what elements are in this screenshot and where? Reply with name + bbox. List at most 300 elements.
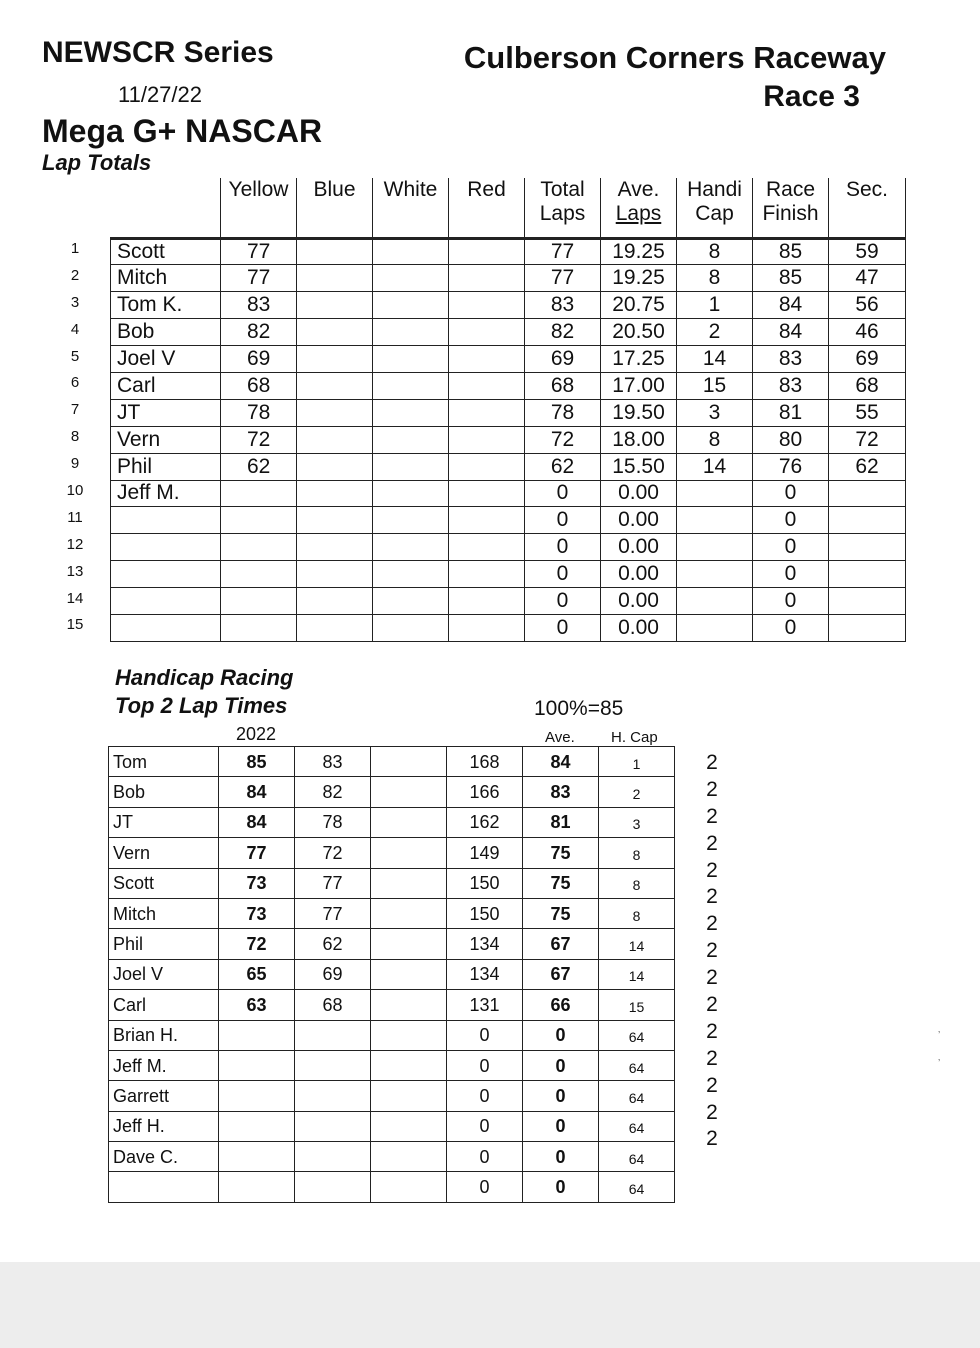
sec-cell: 59 xyxy=(829,238,906,265)
best-lap-cell xyxy=(219,1081,295,1111)
row-number: 10 xyxy=(66,482,84,500)
driver-name-cell: Phil xyxy=(111,453,221,480)
handicap-cell: 14 xyxy=(677,453,753,480)
handicap-cell: 2 xyxy=(677,319,753,346)
table-row xyxy=(109,898,675,928)
average-cell: 0 xyxy=(523,1081,599,1111)
count-value: 2 xyxy=(706,1019,718,1043)
race-finish-cell: 0 xyxy=(753,588,829,615)
table-row xyxy=(111,292,906,319)
yellow-laps-cell: 82 xyxy=(221,319,297,346)
red-laps-cell xyxy=(449,534,525,561)
total-cell: 0 xyxy=(447,1050,523,1080)
yellow-laps-cell: 77 xyxy=(221,265,297,292)
table-row xyxy=(111,346,906,373)
driver-name-cell: Jeff M. xyxy=(111,480,221,507)
blank-cell xyxy=(371,777,447,807)
handicap-cell: 8 xyxy=(677,426,753,453)
best-lap-cell: 73 xyxy=(219,898,295,928)
race-finish-cell: 84 xyxy=(753,292,829,319)
handicap-cell: 2 xyxy=(599,777,675,807)
table-row xyxy=(111,319,906,346)
second-lap-cell: 77 xyxy=(295,868,371,898)
sec-cell: 69 xyxy=(829,346,906,373)
handicap-cell: 14 xyxy=(677,346,753,373)
average-cell: 75 xyxy=(523,868,599,898)
driver-name-cell xyxy=(111,614,221,641)
total-cell: 166 xyxy=(447,777,523,807)
driver-name-cell: Bob xyxy=(111,319,221,346)
total-laps-cell: 68 xyxy=(525,372,601,399)
handicap-cell: 15 xyxy=(599,990,675,1020)
ave-laps-cell: 15.50 xyxy=(601,453,677,480)
table-row xyxy=(111,480,906,507)
race-finish-cell: 83 xyxy=(753,346,829,373)
ave-label: Ave. xyxy=(545,729,575,746)
red-laps-cell xyxy=(449,238,525,265)
red-header: Red xyxy=(449,178,525,238)
sec-cell xyxy=(829,588,906,615)
best-lap-cell xyxy=(219,1050,295,1080)
second-lap-cell xyxy=(295,1050,371,1080)
second-lap-cell: 69 xyxy=(295,959,371,989)
total-cell: 168 xyxy=(447,747,523,777)
ave-laps-cell: 0.00 xyxy=(601,614,677,641)
total-cell: 150 xyxy=(447,898,523,928)
race-finish-cell: 83 xyxy=(753,372,829,399)
handicap-cell xyxy=(677,507,753,534)
red-laps-cell xyxy=(449,561,525,588)
driver-name-cell: Vern xyxy=(109,838,219,868)
best-lap-cell: 77 xyxy=(219,838,295,868)
total-laps-cell: 0 xyxy=(525,480,601,507)
sec-cell xyxy=(829,507,906,534)
total-laps-cell: 77 xyxy=(525,238,601,265)
total-header-line1: Total xyxy=(540,178,585,201)
row-number: 11 xyxy=(67,508,83,526)
second-lap-cell xyxy=(295,1081,371,1111)
table-row xyxy=(111,561,906,588)
blank-cell xyxy=(371,898,447,928)
total-cell: 0 xyxy=(447,1111,523,1141)
driver-name-cell: Joel V xyxy=(111,346,221,373)
white-laps-cell xyxy=(373,238,449,265)
average-cell: 66 xyxy=(523,990,599,1020)
driver-name-cell: Phil xyxy=(109,929,219,959)
race-finish-cell: 84 xyxy=(753,319,829,346)
white-laps-cell xyxy=(373,399,449,426)
count-value: 2 xyxy=(706,777,718,801)
sec-cell xyxy=(829,480,906,507)
top-two-lap-times-title: Top 2 Lap Times xyxy=(115,693,288,718)
total-laps-cell: 78 xyxy=(525,399,601,426)
handicap-cell: 64 xyxy=(599,1142,675,1172)
blue-laps-cell xyxy=(297,614,373,641)
driver-name-cell: Jeff H. xyxy=(109,1111,219,1141)
count-value: 2 xyxy=(706,993,718,1017)
handicap-header xyxy=(677,178,753,238)
count-value: 2 xyxy=(706,831,718,855)
ave-laps-cell: 0.00 xyxy=(601,480,677,507)
total-laps-cell: 69 xyxy=(525,346,601,373)
red-laps-cell xyxy=(449,588,525,615)
blue-laps-cell xyxy=(297,453,373,480)
table-row xyxy=(111,507,906,534)
driver-name-cell: Garrett xyxy=(109,1081,219,1111)
yellow-laps-cell: 72 xyxy=(221,426,297,453)
white-laps-cell xyxy=(373,453,449,480)
race-finish-cell: 0 xyxy=(753,480,829,507)
sec-cell xyxy=(829,614,906,641)
best-lap-cell: 65 xyxy=(219,959,295,989)
red-laps-cell xyxy=(449,265,525,292)
red-laps-cell xyxy=(449,453,525,480)
average-cell: 0 xyxy=(523,1142,599,1172)
sec-cell: 47 xyxy=(829,265,906,292)
total-laps-cell: 0 xyxy=(525,614,601,641)
second-lap-cell: 82 xyxy=(295,777,371,807)
blue-laps-cell xyxy=(297,561,373,588)
blank-cell xyxy=(371,1111,447,1141)
row-number: 4 xyxy=(70,320,80,338)
best-lap-cell: 63 xyxy=(219,990,295,1020)
row-number: 12 xyxy=(66,535,84,553)
yellow-laps-cell: 83 xyxy=(221,292,297,319)
best-lap-cell xyxy=(219,1172,295,1202)
sec-cell: 56 xyxy=(829,292,906,319)
handicap-cell: 8 xyxy=(677,238,753,265)
driver-name-cell: Carl xyxy=(111,372,221,399)
driver-name-cell xyxy=(111,507,221,534)
white-laps-cell xyxy=(373,480,449,507)
table-row xyxy=(109,1172,675,1202)
yellow-laps-cell xyxy=(221,614,297,641)
blue-laps-cell xyxy=(297,534,373,561)
table-row xyxy=(109,929,675,959)
second-lap-cell: 72 xyxy=(295,838,371,868)
table-row xyxy=(109,1111,675,1141)
row-number: 14 xyxy=(66,589,84,607)
average-cell: 0 xyxy=(523,1050,599,1080)
handicap-racing-title: Handicap Racing xyxy=(115,665,294,690)
ave-laps-cell: 19.50 xyxy=(601,399,677,426)
white-header: White xyxy=(373,178,449,238)
race-finish-cell: 0 xyxy=(753,561,829,588)
blank-cell xyxy=(371,1081,447,1111)
average-cell: 0 xyxy=(523,1172,599,1202)
total-cell: 0 xyxy=(447,1142,523,1172)
handicap-cell: 8 xyxy=(599,838,675,868)
row-number: 13 xyxy=(66,562,84,580)
ave-laps-cell: 19.25 xyxy=(601,238,677,265)
total-laps-cell: 0 xyxy=(525,588,601,615)
handicap-cell: 1 xyxy=(677,292,753,319)
total-laps-cell: 0 xyxy=(525,507,601,534)
handicap-cell: 8 xyxy=(599,898,675,928)
handicap-cell: 14 xyxy=(599,929,675,959)
yellow-laps-cell xyxy=(221,561,297,588)
red-laps-cell xyxy=(449,372,525,399)
total-cell: 134 xyxy=(447,959,523,989)
table-row xyxy=(111,426,906,453)
blue-laps-cell xyxy=(297,372,373,399)
handicap-cell: 64 xyxy=(599,1020,675,1050)
total-laps-cell: 0 xyxy=(525,561,601,588)
total-cell: 0 xyxy=(447,1020,523,1050)
total-laps-cell: 62 xyxy=(525,453,601,480)
race-finish-header xyxy=(753,178,829,238)
table-row xyxy=(109,838,675,868)
total-cell: 131 xyxy=(447,990,523,1020)
table-row xyxy=(109,868,675,898)
scan-bottom-band xyxy=(0,1262,980,1348)
series-title: NEWSCR Series xyxy=(42,36,274,69)
blue-laps-cell xyxy=(297,238,373,265)
yellow-header: Yellow xyxy=(221,178,297,238)
total-cell: 150 xyxy=(447,868,523,898)
red-laps-cell xyxy=(449,292,525,319)
driver-name-cell: JT xyxy=(111,399,221,426)
total-cell: 134 xyxy=(447,929,523,959)
table-row xyxy=(109,747,675,777)
red-laps-cell xyxy=(449,346,525,373)
name-header-blank xyxy=(111,178,221,238)
second-lap-cell xyxy=(295,1111,371,1141)
blue-laps-cell xyxy=(297,426,373,453)
total-cell: 149 xyxy=(447,838,523,868)
blank-cell xyxy=(371,929,447,959)
yellow-laps-cell: 68 xyxy=(221,372,297,399)
row-number: 5 xyxy=(70,347,80,365)
blue-header: Blue xyxy=(297,178,373,238)
blue-laps-cell xyxy=(297,480,373,507)
driver-name-cell xyxy=(111,534,221,561)
handicap-cell: 64 xyxy=(599,1081,675,1111)
driver-name-cell: Mitch xyxy=(111,265,221,292)
total-laps-cell: 77 xyxy=(525,265,601,292)
second-lap-cell: 68 xyxy=(295,990,371,1020)
race-date: 11/27/22 xyxy=(118,82,203,107)
total-laps-cell: 0 xyxy=(525,534,601,561)
handicap-cell: 3 xyxy=(599,807,675,837)
table-row xyxy=(109,777,675,807)
blank-cell xyxy=(371,807,447,837)
race-finish-cell: 0 xyxy=(753,507,829,534)
yellow-laps-cell: 78 xyxy=(221,399,297,426)
second-lap-cell xyxy=(295,1172,371,1202)
hcap-label: H. Cap xyxy=(611,729,658,746)
table-row xyxy=(109,959,675,989)
handicap-cell: 8 xyxy=(599,868,675,898)
sec-cell: 68 xyxy=(829,372,906,399)
handicap-table xyxy=(108,746,675,1203)
yellow-laps-cell xyxy=(221,480,297,507)
count-value: 2 xyxy=(706,1100,718,1124)
row-number: 2 xyxy=(70,266,80,284)
blue-laps-cell xyxy=(297,507,373,534)
second-lap-cell: 77 xyxy=(295,898,371,928)
handicap-cell: 64 xyxy=(599,1172,675,1202)
best-lap-cell: 85 xyxy=(219,747,295,777)
driver-name-cell: Bob xyxy=(109,777,219,807)
red-laps-cell xyxy=(449,480,525,507)
race-finish-cell: 85 xyxy=(753,238,829,265)
driver-name-cell: Vern xyxy=(111,426,221,453)
lap-totals-label: Lap Totals xyxy=(42,150,152,175)
average-cell: 0 xyxy=(523,1020,599,1050)
average-cell: 75 xyxy=(523,898,599,928)
count-value: 2 xyxy=(706,966,718,990)
blue-laps-cell xyxy=(297,265,373,292)
ave-laps-cell: 20.50 xyxy=(601,319,677,346)
yellow-laps-cell xyxy=(221,534,297,561)
count-value: 2 xyxy=(706,912,718,936)
yellow-laps-cell xyxy=(221,507,297,534)
count-value: 2 xyxy=(706,751,718,774)
driver-name-cell: Dave C. xyxy=(109,1142,219,1172)
yellow-laps-cell: 69 xyxy=(221,346,297,373)
blue-laps-cell xyxy=(297,399,373,426)
total-laps-cell: 82 xyxy=(525,319,601,346)
white-laps-cell xyxy=(373,588,449,615)
white-laps-cell xyxy=(373,614,449,641)
row-number: 8 xyxy=(70,428,80,446)
handicap-cell xyxy=(677,534,753,561)
best-lap-cell: 84 xyxy=(219,777,295,807)
race-finish-cell: 0 xyxy=(753,534,829,561)
race-finish-cell: 80 xyxy=(753,426,829,453)
handicap-cell: 1 xyxy=(599,747,675,777)
table-row xyxy=(111,399,906,426)
table-row xyxy=(111,534,906,561)
white-laps-cell xyxy=(373,507,449,534)
count-value: 2 xyxy=(706,885,718,909)
handicap-cell: 3 xyxy=(677,399,753,426)
count-value: 2 xyxy=(706,1046,718,1070)
scan-specks: ’ ‚ xyxy=(938,1030,941,1063)
second-lap-cell xyxy=(295,1020,371,1050)
blank-cell xyxy=(371,747,447,777)
sec-cell: 55 xyxy=(829,399,906,426)
white-laps-cell xyxy=(373,319,449,346)
driver-name-cell: Tom xyxy=(109,747,219,777)
red-laps-cell xyxy=(449,426,525,453)
race-header-line2: Finish xyxy=(762,202,819,225)
ave-laps-cell: 17.25 xyxy=(601,346,677,373)
white-laps-cell xyxy=(373,292,449,319)
driver-name-cell: Jeff M. xyxy=(109,1050,219,1080)
ave-header-line1: Ave. xyxy=(617,178,660,201)
total-laps-cell: 72 xyxy=(525,426,601,453)
count-value: 2 xyxy=(706,804,718,828)
count-column xyxy=(700,750,724,1153)
blank-cell xyxy=(371,838,447,868)
race-finish-cell: 81 xyxy=(753,399,829,426)
percent-note: 100%=85 xyxy=(534,697,624,720)
row-number: 6 xyxy=(70,374,80,392)
table-row xyxy=(111,453,906,480)
year-label: 2022 xyxy=(236,724,277,744)
handicap-cell: 64 xyxy=(599,1111,675,1141)
second-lap-cell: 83 xyxy=(295,747,371,777)
blank-cell xyxy=(371,990,447,1020)
blank-cell xyxy=(371,868,447,898)
best-lap-cell: 84 xyxy=(219,807,295,837)
best-lap-cell xyxy=(219,1020,295,1050)
sec-cell xyxy=(829,534,906,561)
handi-header-line1: Handi xyxy=(687,178,742,201)
race-finish-cell: 0 xyxy=(753,614,829,641)
table-row xyxy=(111,588,906,615)
handicap-cell: 8 xyxy=(677,265,753,292)
race-number: Race 3 xyxy=(763,80,860,113)
row-number: 7 xyxy=(70,401,80,419)
second-lap-cell: 62 xyxy=(295,929,371,959)
row-number: 15 xyxy=(66,616,84,634)
race-header-line1: Race xyxy=(765,178,816,201)
total-cell: 0 xyxy=(447,1172,523,1202)
race-finish-cell: 85 xyxy=(753,265,829,292)
average-cell: 0 xyxy=(523,1111,599,1141)
ave-laps-cell: 0.00 xyxy=(601,588,677,615)
blue-laps-cell xyxy=(297,588,373,615)
blank-cell xyxy=(371,1142,447,1172)
driver-name-cell: Tom K. xyxy=(111,292,221,319)
blank-cell xyxy=(371,959,447,989)
ave-laps-header xyxy=(601,178,677,238)
second-lap-cell xyxy=(295,1142,371,1172)
blue-laps-cell xyxy=(297,319,373,346)
driver-name-cell: Carl xyxy=(109,990,219,1020)
best-lap-cell xyxy=(219,1111,295,1141)
driver-name-cell xyxy=(111,588,221,615)
average-cell: 84 xyxy=(523,747,599,777)
table-row xyxy=(109,1081,675,1111)
red-laps-cell xyxy=(449,614,525,641)
sec-cell xyxy=(829,561,906,588)
best-lap-cell: 72 xyxy=(219,929,295,959)
total-laps-header xyxy=(525,178,601,238)
ave-header-line2: Laps xyxy=(615,202,662,225)
ave-laps-cell: 18.00 xyxy=(601,426,677,453)
handicap-cell: 64 xyxy=(599,1050,675,1080)
table-row xyxy=(109,1050,675,1080)
count-value: 2 xyxy=(706,1127,718,1151)
sec-cell: 46 xyxy=(829,319,906,346)
total-cell: 0 xyxy=(447,1081,523,1111)
white-laps-cell xyxy=(373,346,449,373)
white-laps-cell xyxy=(373,561,449,588)
ave-laps-cell: 20.75 xyxy=(601,292,677,319)
sec-cell: 62 xyxy=(829,453,906,480)
table-row xyxy=(109,1142,675,1172)
handicap-cell: 15 xyxy=(677,372,753,399)
average-cell: 81 xyxy=(523,807,599,837)
handi-header-line2: Cap xyxy=(695,202,734,225)
ave-laps-cell: 0.00 xyxy=(601,534,677,561)
ave-laps-cell: 19.25 xyxy=(601,265,677,292)
total-header-line2: Laps xyxy=(539,202,586,225)
count-value: 2 xyxy=(706,858,718,882)
table-row xyxy=(109,1020,675,1050)
yellow-laps-cell: 77 xyxy=(221,238,297,265)
average-cell: 67 xyxy=(523,929,599,959)
blank-cell xyxy=(371,1172,447,1202)
best-lap-cell: 73 xyxy=(219,868,295,898)
ave-laps-cell: 0.00 xyxy=(601,507,677,534)
best-lap-cell xyxy=(219,1142,295,1172)
count-value: 2 xyxy=(706,939,718,963)
